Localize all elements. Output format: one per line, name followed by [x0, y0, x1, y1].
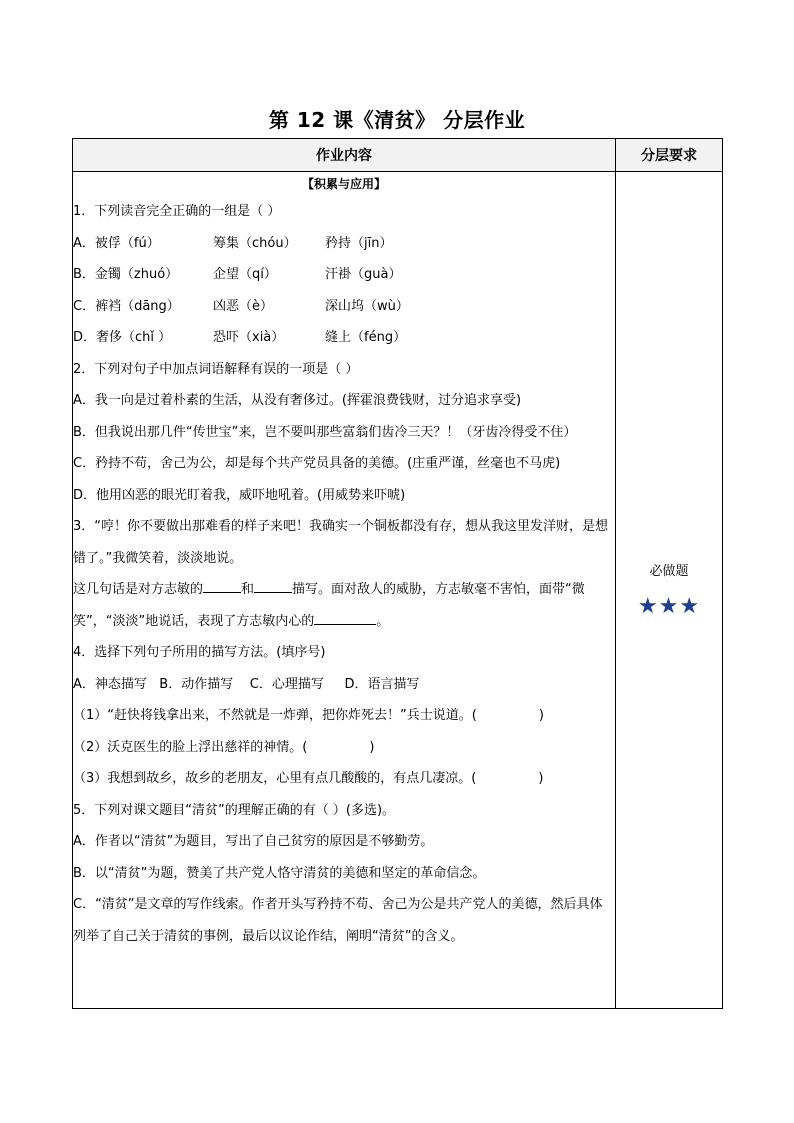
page-title: 第 12 课《清贫》 分层作业	[268, 108, 526, 132]
q5-option-c: C．“清贫”是文章的写作线索。作者开头写矜持不苟、舍己为公是共产党人的美德，然后具体列举了自己关于清贫的事例，最后以议论作结，阐明“清贫”的含义。	[73, 897, 603, 944]
q4-stem: 4．选择下列句子所用的描写方法。(填序号)	[73, 645, 326, 660]
q4-sentence-3: （3）我想到故乡，故乡的老朋友，心里有点几酸酸的，有点几凄凉。( )	[73, 763, 615, 795]
q1-option-d: D．奢侈（chǐ ） 恐吓（xià） 缝上（féng）	[73, 330, 407, 345]
q5-option-b: B．以“清贫”为题，赞美了共产党人恪守清贫的美德和坚定的革命信念。	[73, 865, 486, 881]
star-rating-icon: ★★★	[637, 593, 701, 619]
homework-table	[72, 138, 723, 1009]
q4-options: A．神态描写 B．动作描写 C．心理描写 D．语言描写	[73, 676, 420, 692]
q1-stem: 1．下列读音完全正确的一组是（ ）	[73, 204, 281, 219]
q2-option-b: B．但我说出那几件“传世宝”来，岂不要叫那些富翁们齿冷三天？！（牙齿冷得受不住）	[73, 424, 577, 440]
q2-option-c: C．矜持不苟，舍己为公，却是每个共产党员具备的美德。(庄重严谨，丝毫也不马虎)	[73, 456, 561, 471]
q4-sentence-2: （2）沃克医生的脸上浮出慈祥的神情。( )	[73, 732, 615, 764]
section-title: 【积累与应用】	[301, 177, 386, 191]
q3-question: 这几句话是对方志敏的 和 描写。面对敌人的威胁，方志敏毫不害怕，面带“微笑”，“淡淡”地说话，表现了方志敏内心的 。	[73, 574, 615, 637]
level-label: 必做题	[649, 563, 689, 579]
content-cell	[73, 172, 616, 1009]
answer-blank[interactable]	[314, 610, 376, 625]
header-level: 分层要求	[616, 139, 723, 172]
q5-option-a: A．作者以“清贫”为题目，写出了自己贫穷的原因是不够勤劳。	[73, 834, 434, 849]
q2-option-a: A．我一向是过着朴素的生活，从没有奢侈过。(挥霍浪费钱财，过分追求享受)	[73, 393, 522, 408]
q1-option-a: A．被俘（fú） 筹集（chóu） 矜持（jīn）	[73, 235, 393, 251]
q4-sentence-1: （1）“赶快将钱拿出来，不然就是一炸弹，把你炸死去！”兵士说道。( )	[73, 700, 615, 732]
q1-option-b: B．金镯（zhuó） 企望（qí） 汗褂（guà）	[73, 267, 402, 282]
answer-blank[interactable]	[477, 705, 539, 719]
q1-option-c: C．裤裆（dāng） 凶恶（è） 深山坞（wù）	[73, 298, 409, 314]
level-cell	[616, 172, 723, 1009]
answer-blank[interactable]	[203, 578, 241, 593]
answer-blank[interactable]	[254, 578, 292, 593]
q5-stem: 5．下列对课文题目“清贫”的理解正确的有（ ）(多选)。	[73, 802, 396, 818]
q3-stem: 3．“哼！你不要做出那难看的样子来吧！我确实一个铜板都没有存，想从我这里发洋财，是想错了。”我微笑着，淡淡地说。	[73, 519, 609, 566]
q2-option-d: D．他用凶恶的眼光盯着我，威吓地吼着。(用威势来吓唬)	[73, 487, 406, 503]
answer-blank[interactable]	[307, 737, 369, 751]
q2-stem: 2．下列对句子中加点词语解释有误的一项是（ ）	[73, 361, 359, 377]
answer-blank[interactable]	[476, 768, 538, 782]
header-content: 作业内容	[73, 139, 616, 172]
